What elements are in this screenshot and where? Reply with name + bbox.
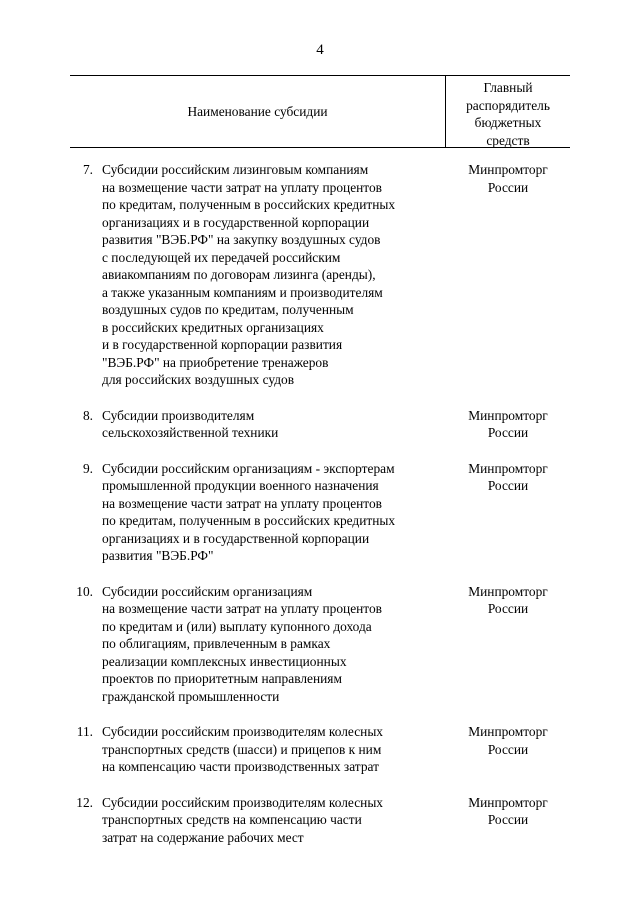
- description-line: а также указанным компаниям и производителям: [102, 284, 383, 300]
- header-manager-line: бюджетных: [474, 115, 542, 130]
- budget-manager: [446, 161, 570, 196]
- subsidy-description: [102, 583, 442, 706]
- description-line: с последующей их передачей российским: [102, 249, 341, 265]
- description-line: для российских воздушных судов: [102, 372, 295, 387]
- description-line: по облигациям, привлеченным в рамках: [102, 636, 331, 651]
- description-line: на возмещение части затрат на уплату процентов: [102, 601, 382, 616]
- budget-manager-line: Минпромторг: [468, 724, 548, 739]
- subsidy-description: [102, 407, 442, 442]
- subsidy-row: [0, 407, 640, 442]
- header-budget-manager: [446, 79, 570, 149]
- description-line: транспортных средств на компенсацию части: [102, 812, 362, 827]
- page-number: 4: [316, 42, 324, 58]
- budget-manager: [446, 407, 570, 442]
- row-number: 8.: [82, 407, 93, 423]
- header-manager-line: распорядитель: [466, 97, 550, 113]
- budget-manager-line: России: [487, 741, 529, 757]
- description-line: на возмещение части затрат на уплату процентов: [102, 179, 382, 195]
- budget-manager-line: Минпромторг: [468, 583, 548, 599]
- row-number: 12.: [76, 794, 93, 810]
- description-line: на компенсацию части производственных затрат: [102, 759, 379, 774]
- subsidy-row: [0, 723, 640, 776]
- description-line: организациях и в государственной корпорации: [102, 214, 370, 230]
- subsidy-description: [102, 794, 442, 847]
- budget-manager: [446, 794, 570, 829]
- subsidy-description: [102, 723, 442, 776]
- budget-manager: [446, 460, 570, 495]
- subsidy-description: [102, 460, 442, 565]
- description-line: по кредитам и (или) выплату купонного дохода: [102, 618, 372, 634]
- description-line: "ВЭБ.РФ" на приобретение тренажеров: [102, 354, 329, 370]
- row-number: 11.: [76, 724, 93, 739]
- row-number: 10.: [76, 583, 93, 599]
- description-line: сельскохозяйственной техники: [102, 425, 279, 440]
- description-line: авиакомпаниям по договорам лизинга (аренды),: [102, 267, 376, 282]
- description-line: Субсидии российским производителям колесных: [102, 794, 384, 810]
- subsidy-row: [0, 794, 640, 847]
- header-manager-line: средств: [486, 132, 530, 148]
- budget-manager-line: России: [487, 425, 529, 440]
- subsidy-description: [102, 161, 442, 389]
- description-line: реализации комплексных инвестиционных: [102, 653, 347, 669]
- description-line: в российских кредитных организациях: [102, 319, 324, 335]
- budget-manager-line: Минпромторг: [468, 407, 548, 423]
- description-line: воздушных судов по кредитам, полученным: [102, 302, 354, 317]
- description-line: Субсидии российским организациям - экспортерам: [102, 460, 395, 476]
- budget-manager-line: Минпромторг: [468, 460, 548, 476]
- budget-manager-line: Минпромторг: [468, 162, 548, 177]
- row-number: 7.: [82, 162, 93, 177]
- description-line: проектов по приоритетным направлениям: [102, 671, 342, 686]
- description-line: Субсидии российским лизинговым компаниям: [102, 162, 369, 177]
- budget-manager: [446, 583, 570, 618]
- description-line: по кредитам, полученным в российских кредитных: [102, 197, 396, 212]
- budget-manager-line: Минпромторг: [468, 794, 548, 810]
- header-manager-line: Главный: [483, 80, 533, 95]
- description-line: Субсидии производителям: [102, 407, 255, 423]
- description-line: Субсидии российским производителям колесных: [102, 724, 384, 739]
- description-line: организациях и в государственной корпорации: [102, 530, 370, 546]
- subsidy-row: [0, 583, 640, 706]
- budget-manager-line: России: [487, 179, 529, 195]
- budget-manager-line: России: [487, 478, 529, 493]
- subsidy-list: [0, 161, 640, 864]
- description-line: на возмещение части затрат на уплату процентов: [102, 495, 382, 511]
- subsidy-row: [0, 161, 640, 389]
- description-line: промышленной продукции военного назначения: [102, 478, 379, 493]
- description-line: Субсидии российским организациям: [102, 583, 313, 599]
- description-line: развития "ВЭБ.РФ": [102, 548, 214, 563]
- description-line: развития "ВЭБ.РФ" на закупку воздушных судов: [102, 232, 381, 247]
- header-subsidy-name: Наименование субсидии: [187, 103, 328, 119]
- description-line: и в государственной корпорации развития: [102, 337, 343, 352]
- description-line: по кредитам, полученным в российских кредитных: [102, 513, 396, 528]
- description-line: гражданской промышленности: [102, 688, 280, 704]
- table-header: [70, 75, 570, 148]
- row-number: 9.: [82, 460, 93, 476]
- description-line: затрат на содержание рабочих мест: [102, 829, 304, 845]
- budget-manager-line: России: [487, 601, 529, 616]
- subsidy-row: [0, 460, 640, 565]
- budget-manager-line: России: [487, 812, 529, 827]
- budget-manager: [446, 723, 570, 758]
- description-line: транспортных средств (шасси) и прицепов к ним: [102, 741, 382, 757]
